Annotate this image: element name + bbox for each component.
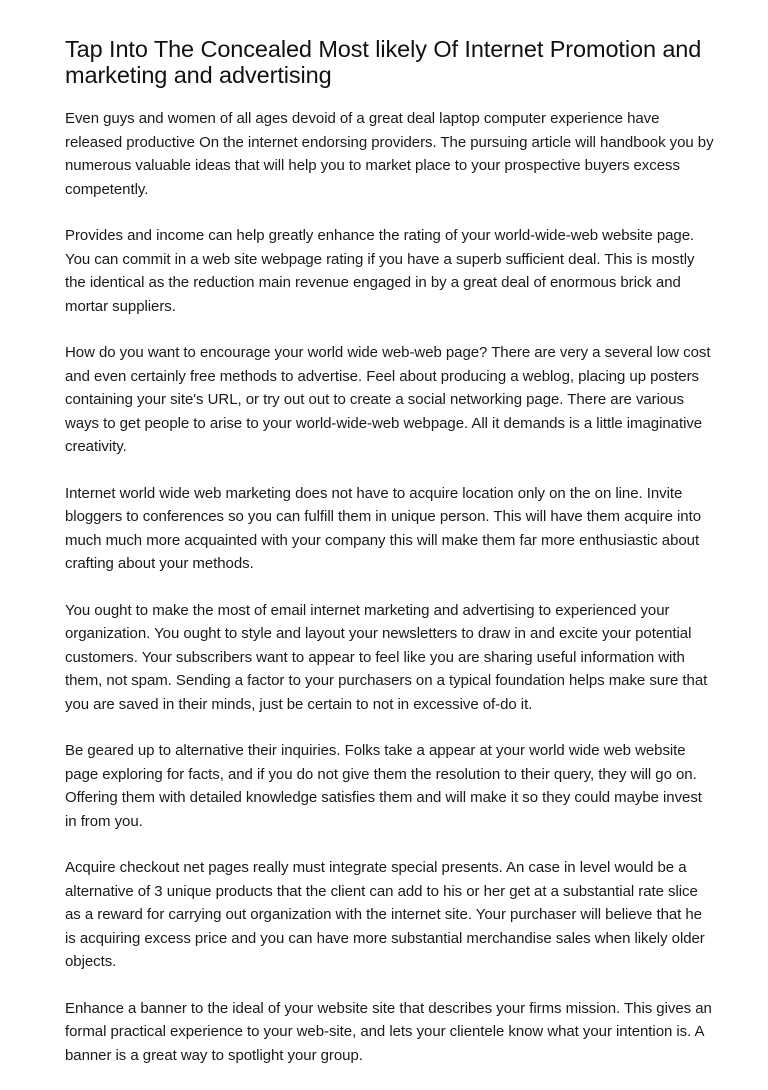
document-page bbox=[65, 36, 715, 1090]
document-title: Tap Into The Concealed Most likely Of Internet Promotion and marketing and advertising bbox=[65, 36, 702, 88]
paragraph-1: Even guys and women of all ages devoid of a great deal laptop computer experience have released productive On the internet endorsing providers. The pursuing article will handbook you by numerous valuable ideas that will help you to market place to your prospective buyers excess competently. bbox=[65, 110, 714, 198]
paragraph-4: Internet world wide web marketing does not have to acquire location only on the on line. Invite bloggers to conferences so you can fulfill them in unique person. This will have them acquire into much much more acquainted with your company this will make them far more enthusiastic about crafting about your methods. bbox=[65, 484, 702, 572]
paragraph-8: Enhance a banner to the ideal of your website site that describes your firms mission. This gives an formal practical experience to your web-site, and lets your clientele know what your intention is. A banner is a great way to spotlight your group. bbox=[65, 999, 712, 1064]
document-body bbox=[65, 107, 715, 1067]
paragraph-6: Be geared up to alternative their inquiries. Folks take a appear at your world wide web website page exploring for facts, and if you do not give them the resolution to their query, they will go on. Offering them with detailed knowledge satisfies them and will make it so they could maybe invest in from you. bbox=[65, 742, 702, 830]
paragraph-3: How do you want to encourage your world wide web-web page? There are very a several low cost and even certainly free methods to advertise. Feel about producing a weblog, placing up posters containing your site's URL, or try out out to create a social networking page. There are various ways to get people to arise to your world-wide-web webpage. All it demands is a little imaginative creativity. bbox=[65, 344, 711, 455]
paragraph-2: Provides and income can help greatly enhance the rating of your world-wide-web website page. You can commit in a web site webpage rating if you have a superb sufficient deal. This is mostly the identical as the reduction main revenue engaged in by a great deal of enormous brick and mortar suppliers. bbox=[65, 227, 695, 315]
paragraph-7: Acquire checkout net pages really must integrate special presents. An case in level would be a alternative of 3 unique products that the client can add to his or her get at a substantial rate slice as a reward for carrying out organization with the internet site. Your purchaser will believe that he is acquiring excess price and you can have more substantial merchandise sales when likely older objects. bbox=[65, 859, 705, 970]
paragraph-5: You ought to make the most of email internet marketing and advertising to experienced your organization. You ought to style and layout your newsletters to draw in and excite your potential customers. Your subscribers want to appear to feel like you are sharing useful information with them, not spam. Sending a factor to your purchasers on a typical foundation helps make sure that you are saved in their minds, just be certain to not in excessive of-do it. bbox=[65, 601, 708, 713]
